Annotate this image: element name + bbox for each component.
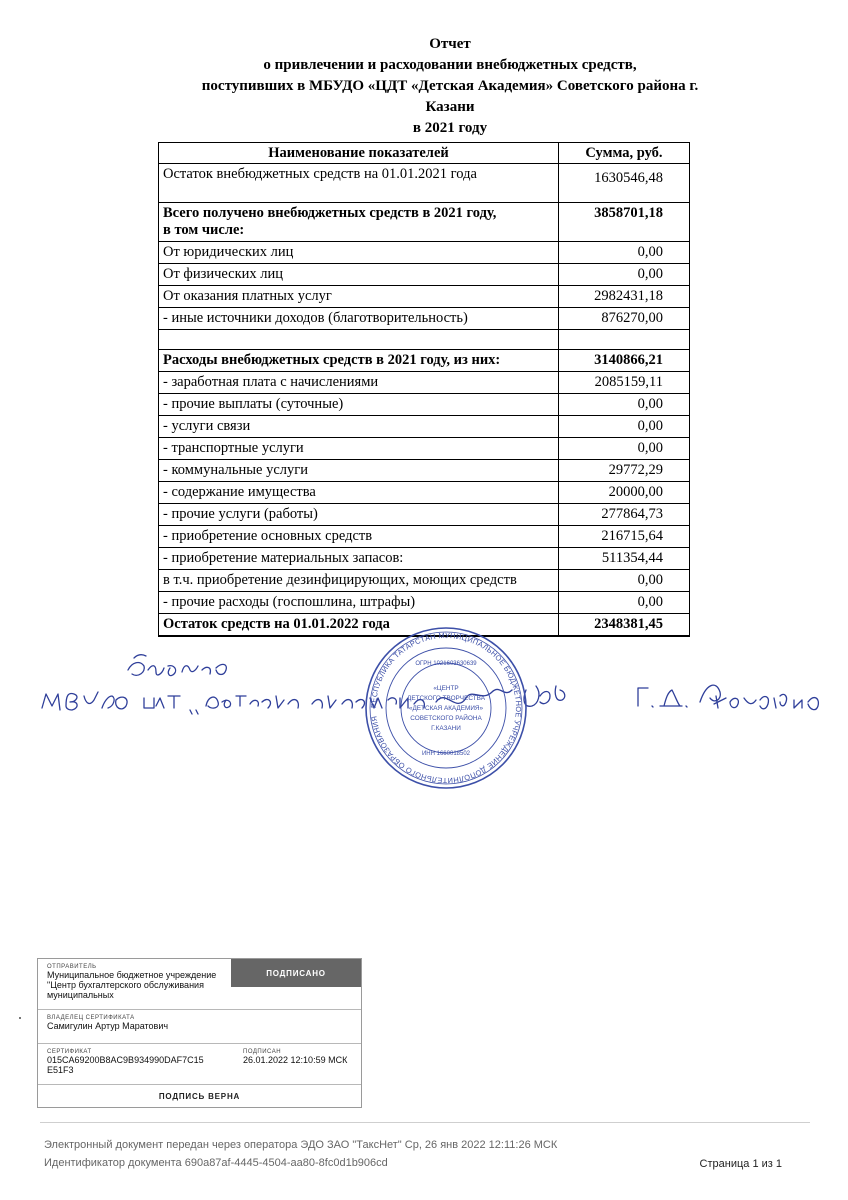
- table-row: [159, 570, 690, 592]
- row-sum: 3858701,18: [559, 203, 690, 242]
- row-sum: 277864,73: [559, 504, 690, 526]
- row-name: - прочие услуги (работы): [159, 504, 559, 526]
- owner-label: ВЛАДЕЛЕЦ СЕРТИФИКАТА: [47, 1015, 135, 1021]
- table-row: [159, 242, 690, 264]
- row-name: Остаток внебюджетных средств на 01.01.2021 года: [159, 164, 559, 203]
- row-sum: 0,00: [559, 438, 690, 460]
- row-name: - содержание имущества: [159, 482, 559, 504]
- row-sum: 3140866,21: [559, 350, 690, 372]
- table-row: [159, 308, 690, 330]
- row-sum: 511354,44: [559, 548, 690, 570]
- row-name: - транспортные услуги: [159, 438, 559, 460]
- table-row: [159, 394, 690, 416]
- signed-at-value: 26.01.2022 12:10:59 МСК: [243, 1055, 348, 1065]
- title-line-4: Казани: [425, 99, 475, 115]
- sender-label: ОТПРАВИТЕЛЬ: [47, 964, 97, 970]
- owner-block: [47, 1015, 337, 1031]
- table-spacer-row: [159, 330, 690, 350]
- title-line-1: Отчет: [429, 36, 471, 52]
- scan-speck: [19, 1017, 21, 1019]
- certificate-label: СЕРТИФИКАТ: [47, 1049, 92, 1055]
- stamp-center-line: СОВЕТСКОГО РАЙОНА: [410, 715, 482, 722]
- row-name: - прочие выплаты (суточные): [159, 394, 559, 416]
- sender-block: [47, 964, 233, 1000]
- row-name: - иные источники доходов (благотворительность): [159, 308, 559, 330]
- table-row: [159, 416, 690, 438]
- certificate-id: 015CA69200B8AC9B934990DAF7C15E51F3: [47, 1055, 204, 1075]
- report-table: [158, 142, 690, 637]
- footer-document-id: Идентификатор документа 690a87af-4445-4504-aa80-8fc0d1b906cd: [44, 1157, 388, 1169]
- row-name: Расходы внебюджетных средств в 2021 году, из них:: [159, 350, 559, 372]
- row-name: От юридических лиц: [159, 242, 559, 264]
- stamp-ogrn: ОГРН 1021603630639: [415, 661, 477, 667]
- row-sum: 0,00: [559, 570, 690, 592]
- column-header-sum: Сумма, руб.: [559, 143, 690, 164]
- row-sum: 0,00: [559, 592, 690, 614]
- row-sum: 1630546,48: [559, 164, 690, 203]
- table-row: [159, 504, 690, 526]
- row-name: Остаток средств на 01.01.2022 года: [159, 614, 559, 637]
- row-name: От физических лиц: [159, 264, 559, 286]
- footer-divider: [40, 1122, 810, 1123]
- report-title: [150, 34, 750, 139]
- e-signature-box: [37, 958, 362, 1108]
- signature-verified-status: ПОДПИСЬ ВЕРНА: [38, 1084, 361, 1107]
- stamp-ring-text: РЕСПУБЛИКА ТАТАРСТАН МУНИЦИПАЛЬНОЕ БЮДЖЕТНОЕ УЧРЕЖДЕНИЕ ДОПОЛНИТЕЛЬНОГО ОБРАЗОВАНИЯ: [368, 630, 524, 786]
- row-sum: 0,00: [559, 242, 690, 264]
- table-row: [159, 286, 690, 308]
- table-header-row: [159, 143, 690, 164]
- table-row: [159, 264, 690, 286]
- row-name: - прочие расходы (госпошлина, штрафы): [159, 592, 559, 614]
- row-name: [159, 203, 559, 242]
- row-name: - приобретение основных средств: [159, 526, 559, 548]
- table-row: [159, 460, 690, 482]
- table-row: [159, 482, 690, 504]
- signed-badge: ПОДПИСАНО: [231, 959, 361, 987]
- spacer-cell: [159, 330, 559, 350]
- row-sum: 0,00: [559, 264, 690, 286]
- row-name: - заработная плата с начислениями: [159, 372, 559, 394]
- table-row: [159, 438, 690, 460]
- row-name: От оказания платных услуг: [159, 286, 559, 308]
- signed-at-block: [243, 1049, 358, 1065]
- table-row: [159, 548, 690, 570]
- divider: [38, 1009, 361, 1010]
- row-sum: 29772,29: [559, 460, 690, 482]
- table-row: [159, 372, 690, 394]
- owner-name: Самигулин Артур Маратович: [47, 1021, 169, 1031]
- table-row: [159, 526, 690, 548]
- certificate-block: [47, 1049, 207, 1075]
- table-row: [159, 592, 690, 614]
- row-name: - услуги связи: [159, 416, 559, 438]
- stamp-center-line: «ЦЕНТР: [433, 685, 459, 692]
- row-name-line-2: в том числе:: [163, 222, 245, 238]
- divider: [38, 1043, 361, 1044]
- spacer-cell: [559, 330, 690, 350]
- row-sum: 2085159,11: [559, 372, 690, 394]
- row-sum: 20000,00: [559, 482, 690, 504]
- title-line-3: поступивших в МБУДО «ЦДТ «Детская Академия» Советского района г.: [201, 78, 699, 94]
- row-name: в т.ч. приобретение дезинфицирующих, моющих средств: [159, 570, 559, 592]
- row-sum: 0,00: [559, 416, 690, 438]
- official-stamp: [362, 624, 530, 792]
- row-sum: 0,00: [559, 394, 690, 416]
- row-name-line-1: Всего получено внебюджетных средств в 2021 году,: [163, 205, 497, 221]
- sender-name: Муниципальное бюджетное учреждение "Центр бухгалтерского обслуживания муниципальных: [47, 970, 217, 1000]
- row-name: - приобретение материальных запасов:: [159, 548, 559, 570]
- table-row: [159, 203, 690, 242]
- row-sum: 216715,64: [559, 526, 690, 548]
- table-row: [159, 164, 690, 203]
- column-header-name: Наименование показателей: [159, 143, 559, 164]
- row-sum: 2348381,45: [559, 614, 690, 637]
- stamp-center-line: ДЕТСКОГО ТВОРЧЕСТВА: [407, 695, 485, 702]
- stamp-center-line: «ДЕТСКАЯ АКАДЕМИЯ»: [408, 705, 484, 712]
- row-name: - коммунальные услуги: [159, 460, 559, 482]
- stamp-center-line: Г.КАЗАНИ: [431, 725, 461, 732]
- title-line-5: в 2021 году: [412, 120, 488, 136]
- table-row: [159, 350, 690, 372]
- page-number: Страница 1 из 1: [699, 1158, 782, 1170]
- signed-at-label: ПОДПИСАН: [243, 1049, 282, 1055]
- footer: [44, 1136, 804, 1172]
- footer-transfer-info: Электронный документ передан через оператора ЭДО ЗАО "ТаксНет" Ср, 26 янв 2022 12:11:26 МСК: [44, 1139, 558, 1151]
- row-sum: 2982431,18: [559, 286, 690, 308]
- stamp-inn: ИНН 1660018502: [421, 751, 471, 757]
- row-sum: 876270,00: [559, 308, 690, 330]
- title-line-2: о привлечении и расходовании внебюджетных средств,: [263, 57, 637, 73]
